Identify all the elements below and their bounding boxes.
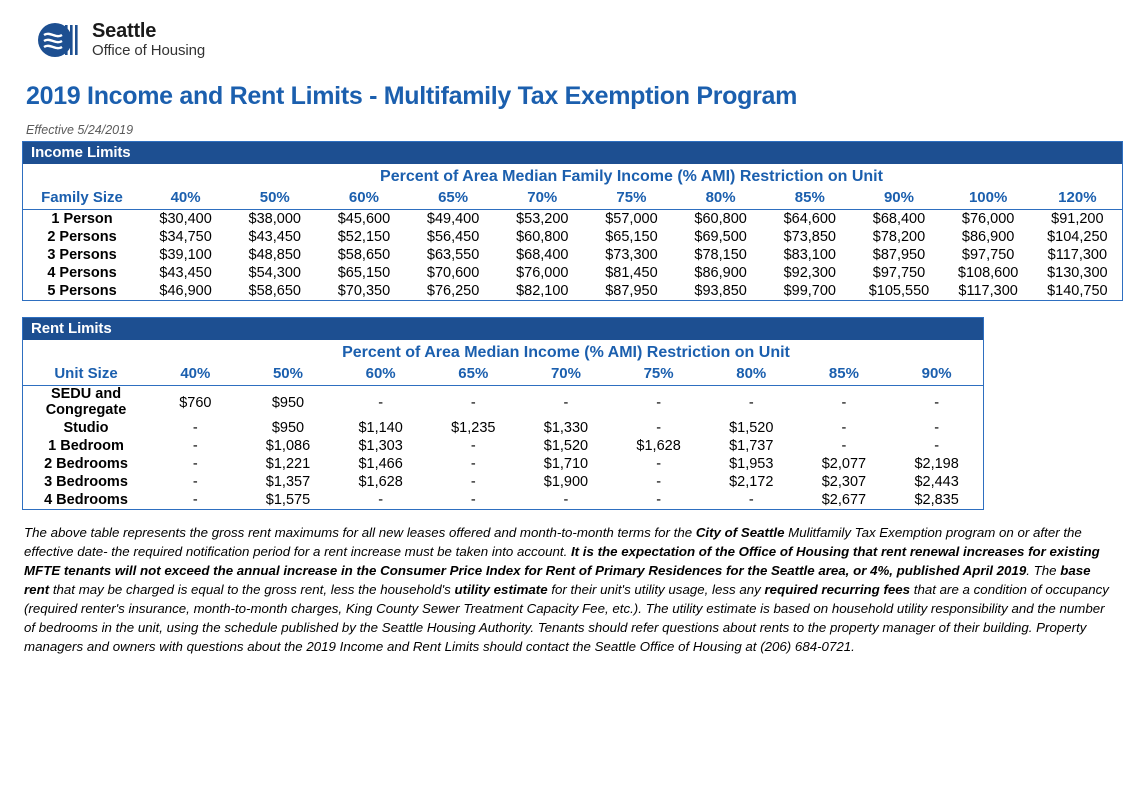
rent-cell: - (748, 492, 754, 509)
footnote-part-1: The above table represents the gross rent maximums for all new leases offered and month-to-month terms for the (24, 525, 696, 541)
income-cell: $76,000 (961, 211, 1015, 227)
rent-cell: - (841, 438, 847, 455)
income-col-70: 70% (527, 189, 558, 206)
document-header (22, 0, 1123, 62)
rent-cell: - (192, 492, 198, 509)
income-col-100: 100% (968, 189, 1008, 206)
income-cell: $92,300 (783, 265, 836, 281)
income-cell: $48,850 (248, 247, 301, 263)
income-row-label: 5 Persons (47, 283, 117, 299)
rent-cell: - (378, 394, 384, 411)
rent-column-header-row (23, 364, 983, 386)
income-cell: $54,300 (248, 265, 301, 281)
income-cell: $65,150 (605, 229, 658, 245)
table-row (23, 419, 983, 437)
rent-cell: $1,330 (543, 420, 589, 437)
footnote-paragraph (24, 524, 1119, 656)
income-col-40: 40% (170, 189, 201, 206)
rent-cell: - (656, 492, 662, 509)
income-cell: $60,800 (694, 211, 747, 227)
income-cell: $30,400 (159, 211, 212, 227)
rent-cell: $2,172 (729, 474, 774, 491)
rent-cell: $1,575 (265, 492, 311, 509)
income-cell: $97,750 (872, 265, 926, 281)
rent-row-label: Studio (63, 420, 109, 437)
rent-ami-banner-row (23, 340, 983, 364)
footnote-part-4: that may be charged is equal to the gross rent, less the household's (49, 581, 455, 597)
rent-cell: $1,520 (543, 438, 589, 455)
income-cell: $76,250 (426, 283, 480, 299)
footnote-bold-required-fees: required recurring fees (764, 581, 911, 597)
income-cell: $68,400 (516, 247, 569, 263)
footnote-part-3: . The (1026, 563, 1061, 579)
rent-cell: $2,307 (821, 474, 867, 491)
income-cell: $86,900 (694, 265, 747, 281)
footnote-bold-city: City of Seattle (695, 525, 785, 541)
rent-cell: - (748, 394, 754, 411)
income-cell: $87,950 (872, 247, 926, 263)
income-cell: $53,200 (516, 211, 569, 227)
income-limits-title: Income Limits (23, 142, 1122, 164)
income-cell: $46,900 (159, 283, 212, 299)
table-row (23, 455, 983, 473)
rent-cell: - (470, 394, 476, 411)
rent-row-label-line1: SEDU and (50, 386, 122, 402)
income-col-75: 75% (616, 189, 647, 206)
rent-cell: - (841, 420, 847, 437)
rent-row-label: 3 Bedrooms (44, 474, 128, 491)
income-cell: $78,150 (694, 247, 747, 263)
logo-text (92, 21, 205, 59)
table-row (23, 246, 1122, 264)
footnote-bold-base-rent: base rent (24, 563, 1091, 597)
table-row (23, 228, 1122, 246)
table-row (23, 210, 1122, 229)
income-cell: $57,000 (605, 211, 658, 227)
income-cell: $64,600 (783, 211, 836, 227)
rent-row-label (23, 386, 149, 420)
page-title: 2019 Income and Rent Limits - Multifamily Tax Exemption Program (26, 82, 798, 110)
income-cell: $117,300 (1047, 247, 1108, 263)
income-cell: $93,850 (694, 283, 747, 299)
income-cell: $117,300 (958, 283, 1018, 299)
income-limits-table (23, 164, 1122, 300)
rent-cell: $1,235 (451, 420, 496, 437)
income-cell: $34,750 (159, 229, 212, 245)
income-col-65: 65% (438, 189, 469, 206)
rent-cell: - (656, 394, 662, 411)
rent-col-65: 65% (458, 365, 489, 382)
income-cell: $82,100 (516, 283, 569, 299)
income-cell: $91,200 (1051, 211, 1104, 227)
income-cell: $140,750 (1047, 283, 1108, 299)
rent-cell: $950 (271, 420, 305, 437)
income-col-120: 120% (1058, 189, 1097, 206)
rent-cell: - (192, 420, 198, 437)
table-row (23, 437, 983, 455)
income-cell: $45,600 (337, 211, 391, 227)
income-ami-banner: Percent of Area Median Family Income (% AMI) Restriction on Unit (380, 168, 883, 185)
income-cell: $56,450 (426, 229, 480, 245)
footnote-part-6: that are a condition of occupancy (required renter's insurance, month-to-month charges, King County Sewer Treatment Capacity Fee, etc.). The utility estimate is based on household utility responsibility and the number of bedrooms in the unit, using the schedule published by the Seattle Housing Authority. Tenants should refer questions about rents to the property manager of their building. Property managers and owners with questions about the 2019 Income and Rent Limits should contact the Seattle Office of Housing at (206) 684-0721. (24, 581, 1109, 654)
rent-limits-table (23, 340, 983, 509)
income-cell: $58,650 (337, 247, 391, 263)
footnote-part-5: for their unit's utility usage, less any (547, 581, 765, 597)
rent-cell: - (934, 394, 940, 411)
rent-cell: $1,357 (265, 474, 311, 491)
rent-row-label: 4 Bedrooms (44, 492, 128, 509)
rent-row-header: Unit Size (54, 365, 118, 382)
income-row-header: Family Size (41, 189, 123, 206)
rent-col-75: 75% (643, 365, 674, 382)
rent-cell: $2,835 (914, 492, 959, 509)
rent-cell: $1,628 (358, 474, 403, 491)
income-column-header-row (23, 188, 1122, 210)
rent-limits-block (22, 317, 984, 510)
rent-cell: - (656, 456, 662, 473)
footnote-part-2: Mulitfamily Tax Exemption program on or after the effective date- the required notification period for a rent increase must be taken into account. (24, 525, 1082, 560)
rent-cell: - (934, 438, 940, 455)
rent-cell: - (656, 420, 662, 437)
income-col-80: 80% (705, 189, 736, 206)
income-cell: $130,300 (1047, 265, 1108, 281)
income-cell: $39,100 (159, 247, 212, 263)
rent-cell: $1,953 (729, 456, 774, 473)
rent-cell: $1,086 (265, 438, 311, 455)
income-cell: $38,000 (248, 211, 301, 227)
table-row (23, 386, 983, 420)
income-cell: $78,200 (872, 229, 926, 245)
rent-banner-spacer (23, 340, 149, 364)
rent-cell: $950 (271, 394, 305, 411)
income-row-label: 2 Persons (47, 229, 117, 245)
income-cell: $73,300 (605, 247, 658, 263)
footnote-bold-expectation: It is the expectation of the Office of Housing that rent renewal increases for existing MFTE tenants will not exceed the annual increase in the Consumer Price Index for Rent of Primary Residences for the Seattle area, or 4%, published April 2019 (24, 544, 1100, 579)
rent-cell: $760 (179, 394, 212, 411)
income-col-90: 90% (883, 189, 914, 206)
income-cell: $73,850 (783, 229, 836, 245)
rent-cell: $1,140 (358, 420, 403, 437)
footnote-bold-utility-estimate: utility estimate (454, 581, 548, 597)
rent-cell: $1,303 (358, 438, 403, 455)
rent-col-90: 90% (921, 365, 952, 382)
table-row (23, 491, 983, 509)
table-row (23, 473, 983, 491)
rent-cell: - (563, 394, 569, 411)
income-row-label: 3 Persons (47, 247, 117, 263)
rent-cell: - (841, 394, 847, 411)
income-cell: $49,400 (426, 211, 480, 227)
rent-col-60: 60% (365, 365, 396, 382)
rent-row-label: 1 Bedroom (48, 438, 124, 455)
table-row (23, 282, 1122, 300)
income-cell: $43,450 (159, 265, 212, 281)
income-cell: $97,750 (961, 247, 1015, 263)
income-cell: $83,100 (783, 247, 836, 263)
income-row-label: 1 Person (51, 211, 113, 227)
income-cell: $68,400 (872, 211, 926, 227)
rent-cell: - (470, 456, 476, 473)
income-cell: $63,550 (426, 247, 480, 263)
table-row (23, 264, 1122, 282)
rent-cell: - (470, 474, 476, 491)
rent-cell: $1,710 (543, 456, 589, 473)
income-cell: $76,000 (516, 265, 569, 281)
income-banner-spacer (23, 164, 141, 188)
effective-date: Effective 5/24/2019 (26, 123, 134, 137)
rent-cell: - (656, 474, 662, 491)
income-cell: $43,450 (248, 229, 301, 245)
rent-col-70: 70% (550, 365, 581, 382)
rent-cell: $1,737 (729, 438, 774, 455)
income-col-60: 60% (348, 189, 379, 206)
rent-col-40: 40% (180, 365, 211, 382)
income-cell: $70,600 (426, 265, 480, 281)
income-ami-banner-row (23, 164, 1122, 188)
logo-line-2: Office of Housing (92, 41, 206, 59)
seattle-wave-logo-icon (36, 18, 82, 62)
income-cell: $105,550 (868, 283, 930, 299)
rent-cell: - (192, 456, 198, 473)
logo-line-1: Seattle (92, 20, 157, 43)
rent-cell: - (192, 438, 198, 455)
rent-col-80: 80% (736, 365, 767, 382)
income-cell: $52,150 (337, 229, 391, 245)
income-cell: $99,700 (783, 283, 836, 299)
income-limits-block (22, 141, 1123, 301)
rent-cell: $2,077 (821, 456, 867, 473)
rent-cell: $2,198 (914, 456, 959, 473)
rent-cell: - (192, 474, 198, 491)
income-cell: $58,650 (248, 283, 301, 299)
rent-row-label-line2: Congregate (45, 401, 127, 418)
income-cell: $81,450 (605, 265, 658, 281)
rent-cell: $1,520 (729, 420, 774, 437)
rent-cell: - (378, 492, 384, 509)
rent-cell: $1,900 (543, 474, 589, 491)
rent-cell: - (470, 492, 476, 509)
rent-cell: - (563, 492, 569, 509)
income-cell: $104,250 (1047, 229, 1108, 245)
rent-cell: $2,677 (821, 492, 867, 509)
rent-col-50: 50% (272, 365, 303, 382)
rent-cell: - (934, 420, 940, 437)
rent-cell: $1,221 (265, 456, 311, 473)
income-cell: $86,900 (961, 229, 1015, 245)
rent-col-85: 85% (828, 365, 859, 382)
rent-cell: $1,466 (358, 456, 403, 473)
income-col-50: 50% (259, 189, 290, 206)
income-row-label: 4 Persons (47, 265, 117, 281)
rent-cell: $1,628 (636, 438, 681, 455)
rent-row-label: 2 Bedrooms (44, 456, 128, 473)
rent-cell: $2,443 (914, 474, 959, 491)
income-col-85: 85% (794, 189, 825, 206)
income-cell: $69,500 (694, 229, 747, 245)
income-cell: $65,150 (337, 265, 391, 281)
rent-cell: - (470, 438, 476, 455)
income-cell: $108,600 (957, 265, 1019, 281)
rent-limits-title: Rent Limits (23, 318, 983, 340)
income-cell: $87,950 (605, 283, 658, 299)
income-cell: $60,800 (516, 229, 569, 245)
income-cell: $70,350 (337, 283, 391, 299)
rent-ami-banner: Percent of Area Median Income (% AMI) Restriction on Unit (342, 344, 790, 361)
